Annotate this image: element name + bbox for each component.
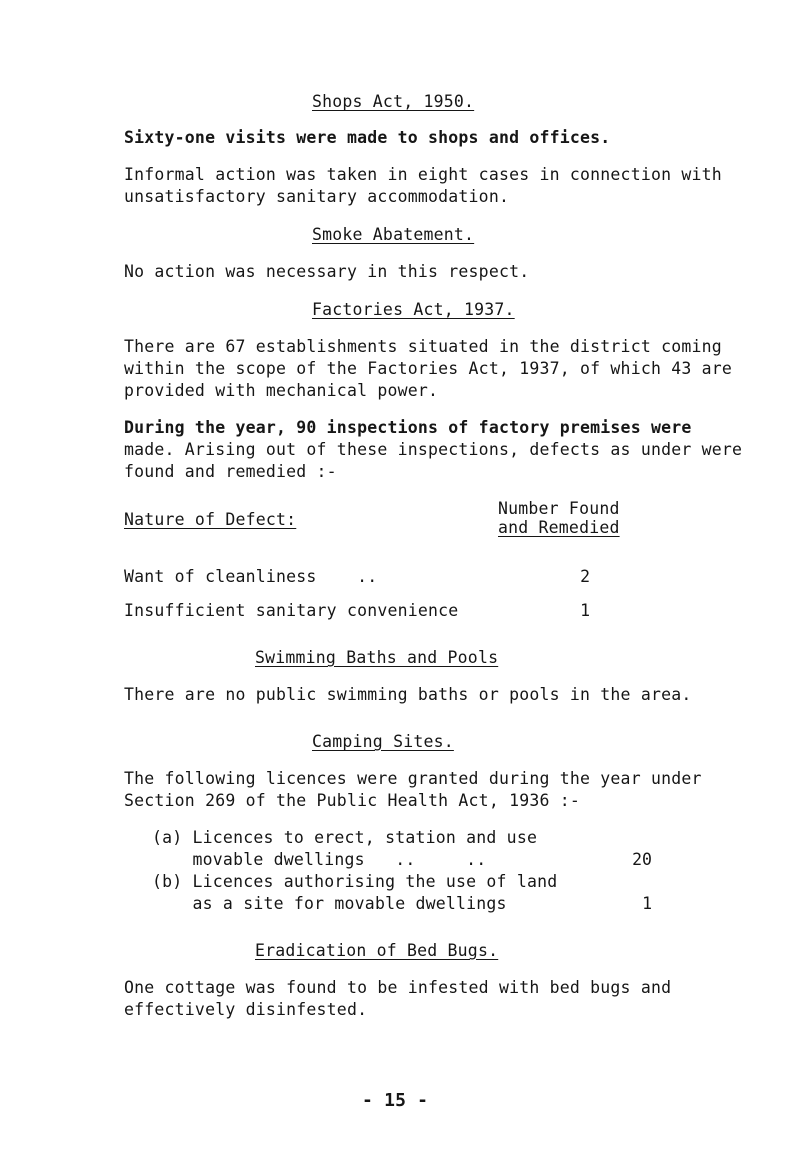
section-heading-factories-act: Factories Act, 1937.: [312, 300, 515, 319]
section-heading-camping-sites: Camping Sites.: [312, 732, 454, 751]
camping-item-a-line2: movable dwellings .. ..: [152, 850, 487, 869]
factories-paragraph2-line2: made. Arising out of these inspections, defects as under were: [124, 440, 743, 459]
defects-table-row-label: Want of cleanliness ..: [124, 567, 378, 586]
camping-item-a-line1: (a) Licences to erect, station and use: [152, 828, 538, 847]
camping-item-b-value: 1: [642, 894, 652, 913]
camping-item-b-line1: (b) Licences authorising the use of land: [152, 872, 558, 891]
section-heading-bed-bugs: Eradication of Bed Bugs.: [255, 941, 499, 960]
camping-item-a-value: 20: [632, 850, 652, 869]
camping-paragraph-line2: Section 269 of the Public Health Act, 1936 :-: [124, 791, 581, 810]
defects-table-header-nature: Nature of Defect:: [124, 510, 297, 529]
factories-paragraph2-line3: found and remedied :-: [124, 462, 337, 481]
defects-table-header-number-line2: and Remedied: [498, 518, 620, 537]
defects-table-header-number-line1: Number Found: [498, 499, 620, 518]
shops-paragraph-informal-line1: Informal action was taken in eight cases in connection with: [124, 165, 722, 184]
shops-paragraph-informal-line2: unsatisfactory sanitary accommodation.: [124, 187, 510, 206]
smoke-paragraph: No action was necessary in this respect.: [124, 262, 530, 281]
defects-table-row-value: 1: [580, 601, 590, 620]
factories-paragraph1-line3: provided with mechanical power.: [124, 381, 439, 400]
section-heading-shops-act: Shops Act, 1950.: [312, 92, 475, 111]
page-number: - 15 -: [362, 1090, 429, 1111]
bedbugs-paragraph-line1: One cottage was found to be infested with bed bugs and: [124, 978, 672, 997]
swimming-paragraph: There are no public swimming baths or pools in the area.: [124, 685, 692, 704]
shops-paragraph-visits: Sixty-one visits were made to shops and offices.: [124, 128, 611, 147]
defects-table-row-value: 2: [580, 567, 590, 586]
factories-paragraph1-line2: within the scope of the Factories Act, 1937, of which 43 are: [124, 359, 733, 378]
defects-table-row-label: Insufficient sanitary convenience: [124, 601, 459, 620]
section-heading-swimming-baths: Swimming Baths and Pools: [255, 648, 499, 667]
camping-paragraph-line1: The following licences were granted during the year under: [124, 769, 702, 788]
bedbugs-paragraph-line2: effectively disinfested.: [124, 1000, 368, 1019]
factories-paragraph1-line1: There are 67 establishments situated in the district coming: [124, 337, 722, 356]
factories-paragraph2-line1: During the year, 90 inspections of factory premises were: [124, 418, 692, 437]
section-heading-smoke-abatement: Smoke Abatement.: [312, 225, 475, 244]
camping-item-b-line2: as a site for movable dwellings: [152, 894, 507, 913]
